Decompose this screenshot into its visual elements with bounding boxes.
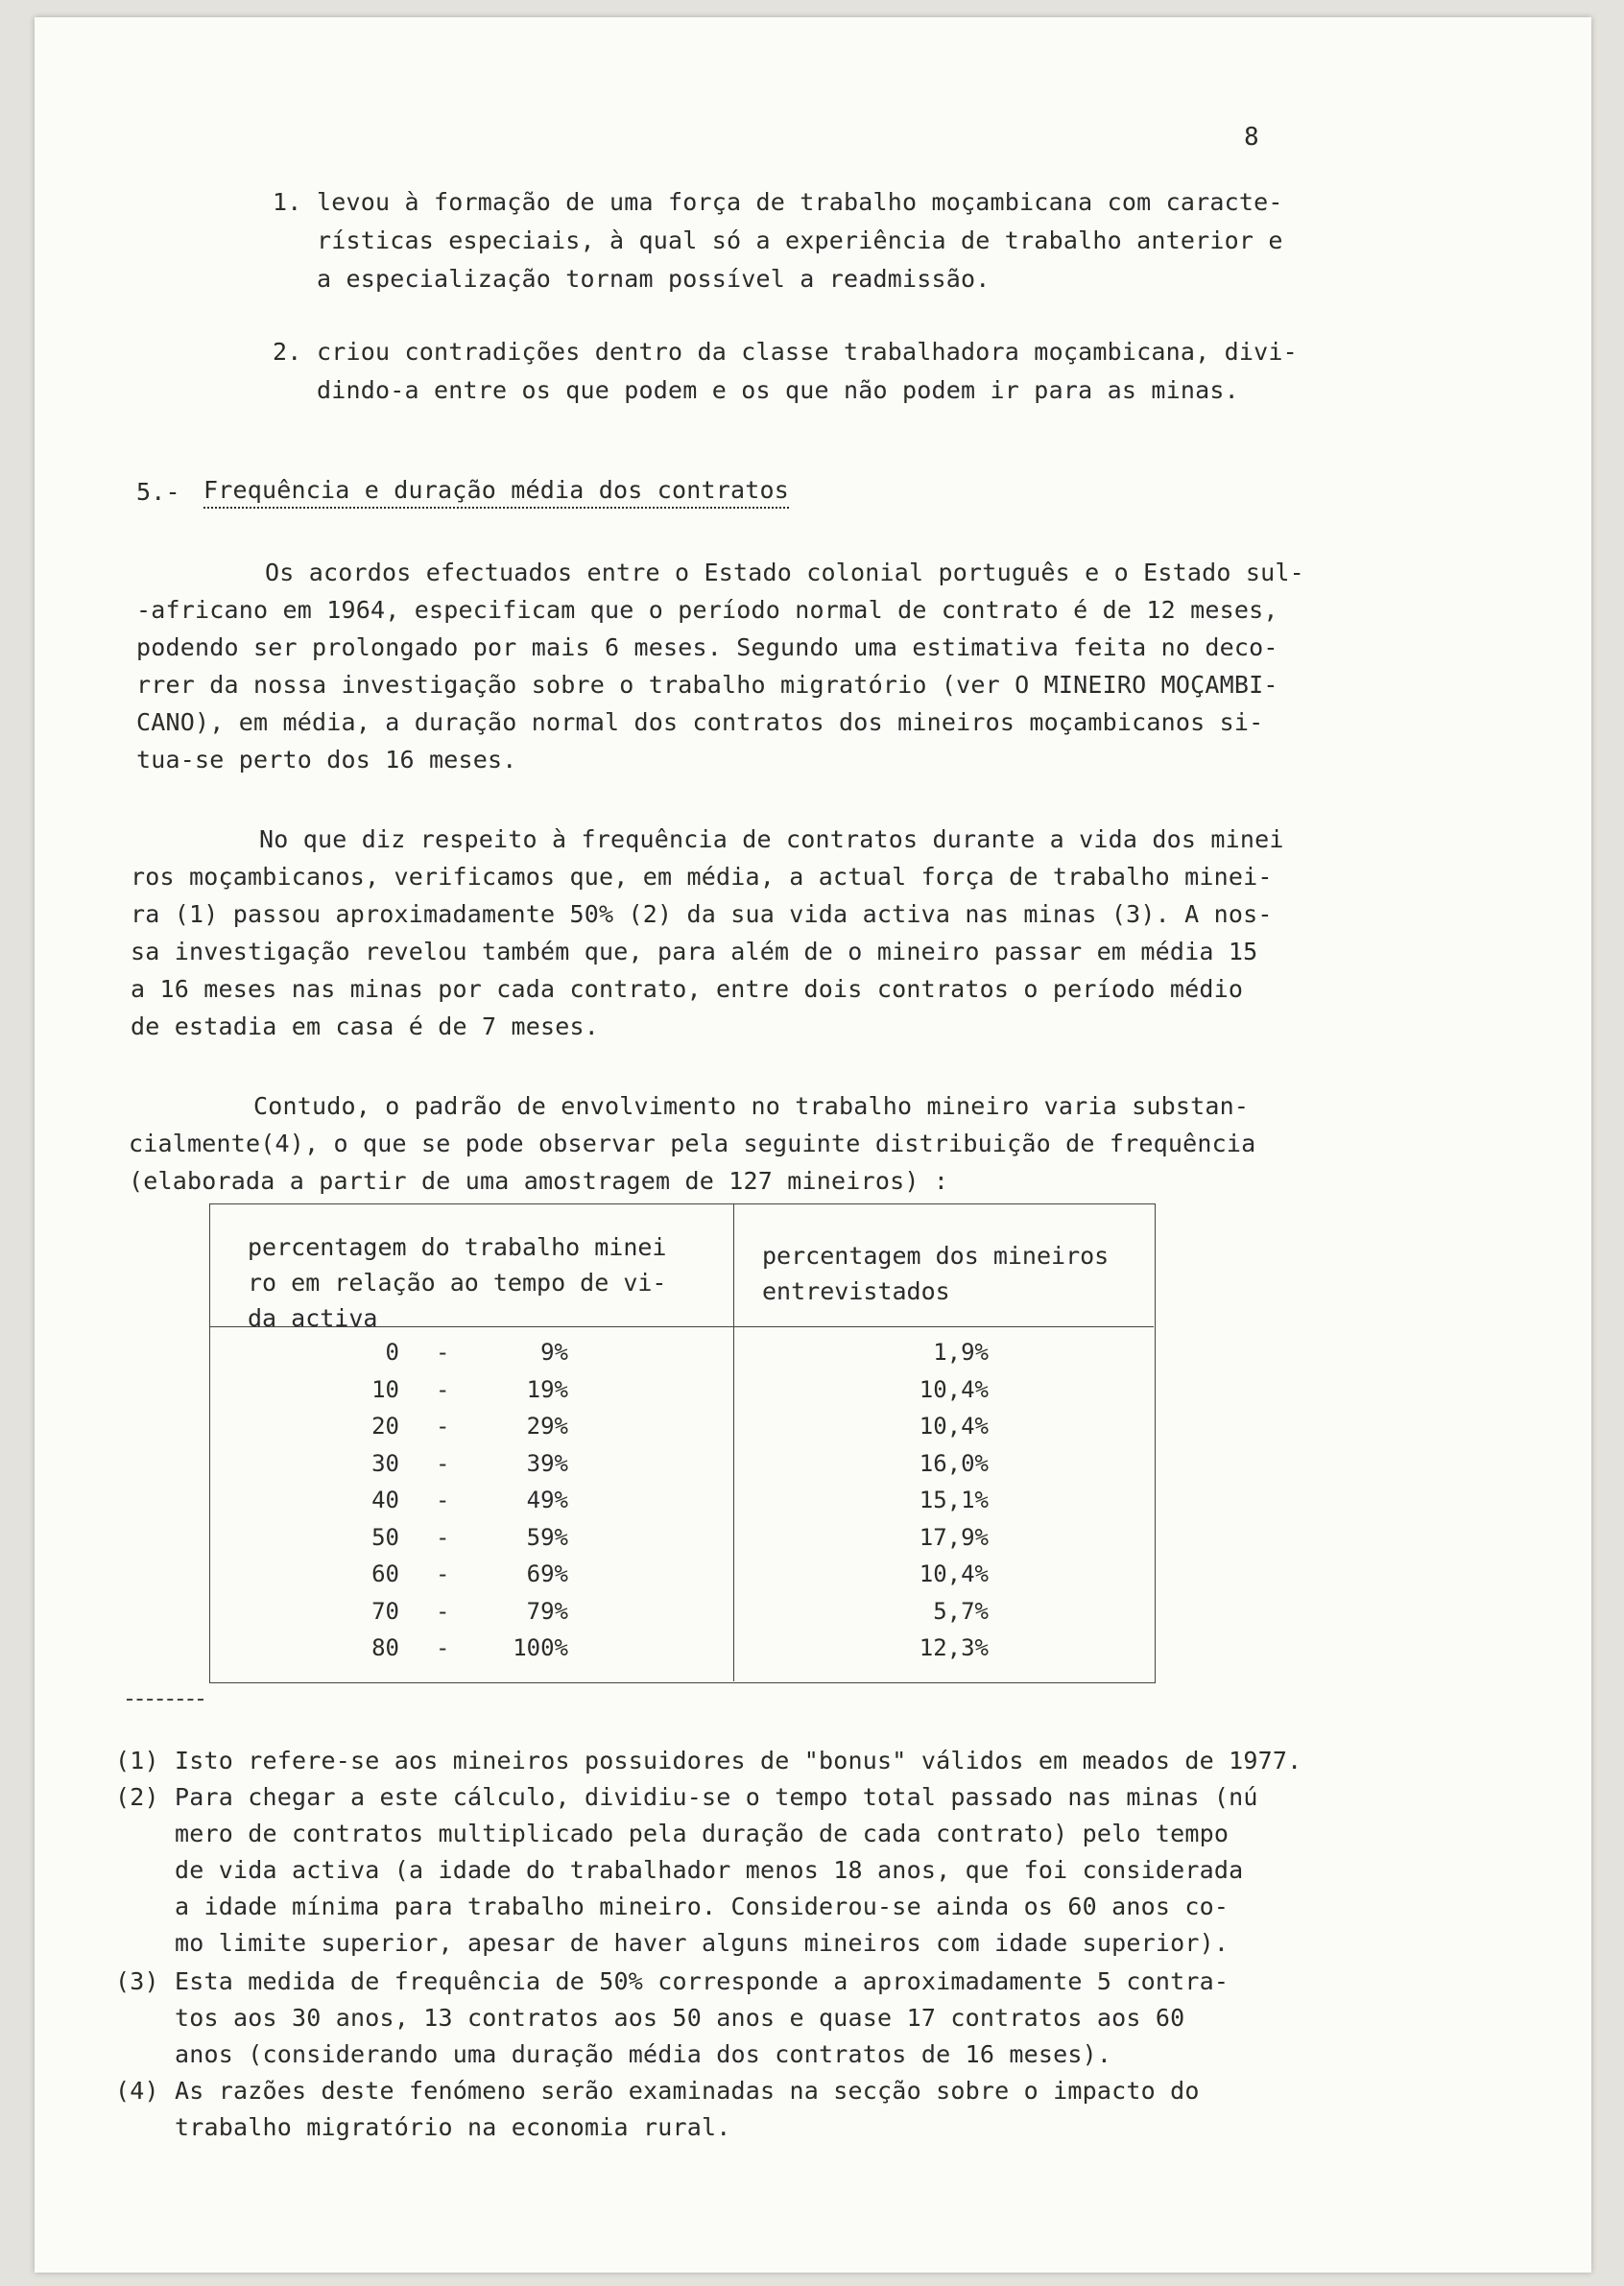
paragraph-2-line-1: No que diz respeito à frequência de contratos durante a vida dos minei: [259, 825, 1284, 853]
row-range-separator: -: [436, 1560, 450, 1587]
table-header-left-line-1: percentagem do trabalho minei: [248, 1233, 667, 1261]
row-range-from: 40: [371, 1487, 399, 1513]
row-range-from: 80: [371, 1634, 399, 1661]
row-range-to: 59%: [526, 1523, 568, 1551]
table-header-left-line-2: ro em relação ao tempo de vi-: [248, 1269, 667, 1297]
paragraph-1-line-5: CANO), em média, a duração normal dos contratos dos mineiros moçambicanos si-: [136, 708, 1264, 736]
row-range-separator: -: [436, 1597, 450, 1625]
table-column-divider: [733, 1203, 734, 1681]
paragraph-2-line-3: ra (1) passou aproximadamente 50% (2) da sua vida activa nas minas (3). A nos-: [131, 900, 1273, 928]
item-2-line-1: criou contradições dentro da classe trabalhadora moçambicana, divi-: [317, 338, 1298, 366]
footnote-line: Isto refere-se aos mineiros possuidores de "bonus" válidos em meados de 1977.: [175, 1747, 1302, 1774]
footnote-line: Esta medida de frequência de 50% corresponde a aproximadamente 5 contra-: [175, 1967, 1230, 1995]
row-range-to: 69%: [526, 1560, 568, 1587]
row-percentage: 10,4%: [919, 1560, 989, 1587]
paragraph-3-line-1: Contudo, o padrão de envolvimento no trabalho mineiro varia substan-: [253, 1092, 1250, 1120]
item-1-line-3: a especialização tornam possível a readmissão.: [317, 265, 991, 293]
row-range-separator: -: [436, 1487, 450, 1513]
paragraph-2-line-2: ros moçambicanos, verificamos que, em média, a actual força de trabalho minei-: [131, 863, 1273, 891]
paragraph-1-line-6: tua-se perto dos 16 meses.: [136, 746, 517, 774]
row-range-from: 30: [371, 1449, 399, 1477]
row-percentage: 10,4%: [919, 1375, 989, 1403]
row-percentage: 5,7%: [933, 1597, 989, 1625]
row-range-separator: -: [436, 1634, 450, 1661]
table-header-left-line-3: da activa: [248, 1304, 378, 1332]
paragraph-1-line-4: rrer da nossa investigação sobre o trabalho migratório (ver O MINEIRO MOÇAMBI-: [136, 671, 1278, 699]
footnote-marker: (4): [115, 2077, 159, 2105]
row-range-from: 60: [371, 1560, 399, 1587]
footnote-line: tos aos 30 anos, 13 contratos aos 50 anos e quase 17 contratos aos 60: [175, 2004, 1185, 2032]
row-range-from: 0: [385, 1339, 399, 1366]
row-range-to: 29%: [526, 1413, 568, 1440]
item-1-line-1: levou à formação de uma força de trabalho moçambicana com caracte-: [317, 188, 1283, 216]
row-range-separator: -: [436, 1375, 450, 1403]
row-percentage: 16,0%: [919, 1449, 989, 1477]
row-percentage: 10,4%: [919, 1413, 989, 1440]
footnote-marker: (2): [115, 1783, 159, 1811]
row-percentage: 1,9%: [933, 1339, 989, 1366]
section-title: Frequência e duração média dos contratos: [203, 474, 789, 509]
paragraph-3-line-3: (elaborada a partir de uma amostragem de 127 mineiros) :: [129, 1167, 949, 1195]
paragraph-1-line-1: Os acordos efectuados entre o Estado colonial português e o Estado sul-: [265, 559, 1304, 586]
footnote-line: a idade mínima para trabalho mineiro. Considerou-se ainda os 60 anos co-: [175, 1893, 1230, 1920]
row-range-to: 39%: [526, 1449, 568, 1477]
row-percentage: 15,1%: [919, 1487, 989, 1513]
paragraph-2-line-6: de estadia em casa é de 7 meses.: [131, 1012, 600, 1040]
footnote-line: trabalho migratório na economia rural.: [175, 2113, 731, 2141]
section-number: 5.-: [136, 478, 180, 506]
paragraph-2-line-5: a 16 meses nas minas por cada contrato, entre dois contratos o período médio: [131, 975, 1244, 1003]
footnote-separator: [127, 1699, 203, 1701]
footnote-marker: (1): [115, 1747, 159, 1774]
footnote-line: As razões deste fenómeno serão examinadas na secção sobre o impacto do: [175, 2077, 1200, 2105]
row-range-separator: -: [436, 1449, 450, 1477]
row-range-from: 70: [371, 1597, 399, 1625]
paragraph-1-line-3: podendo ser prolongado por mais 6 meses. Segundo uma estimativa feita no deco-: [136, 633, 1278, 661]
footnote-line: Para chegar a este cálculo, dividiu-se o tempo total passado nas minas (nú: [175, 1783, 1258, 1811]
item-1-marker: 1.: [273, 188, 302, 216]
row-range-from: 10: [371, 1375, 399, 1403]
row-percentage: 12,3%: [919, 1634, 989, 1661]
footnote-line: mo limite superior, apesar de haver alguns mineiros com idade superior).: [175, 1929, 1230, 1957]
row-range-to: 49%: [526, 1487, 568, 1513]
row-range-to: 79%: [526, 1597, 568, 1625]
row-range-separator: -: [436, 1413, 450, 1440]
row-range-from: 20: [371, 1413, 399, 1440]
row-range-to: 100%: [513, 1634, 568, 1661]
item-2-marker: 2.: [273, 338, 302, 366]
row-range-to: 9%: [540, 1339, 568, 1366]
row-range-to: 19%: [526, 1375, 568, 1403]
table-header-right-line-1: percentagem dos mineiros: [762, 1242, 1110, 1270]
item-1-line-2: rísticas especiais, à qual só a experiência de trabalho anterior e: [317, 226, 1283, 254]
footnote-line: mero de contratos multiplicado pela duração de cada contrato) pelo tempo: [175, 1820, 1230, 1847]
row-range-separator: -: [436, 1339, 450, 1366]
paragraph-3-line-2: cialmente(4), o que se pode observar pela seguinte distribuição de frequência: [129, 1130, 1256, 1157]
paragraph-1-line-2: -africano em 1964, especificam que o período normal de contrato é de 12 meses,: [136, 596, 1278, 624]
item-2-line-2: dindo-a entre os que podem e os que não podem ir para as minas.: [317, 376, 1239, 404]
row-percentage: 17,9%: [919, 1523, 989, 1551]
table-header-right-line-2: entrevistados: [762, 1277, 950, 1305]
row-range-separator: -: [436, 1523, 450, 1551]
footnote-line: anos (considerando uma duração média dos contratos de 16 meses).: [175, 2040, 1112, 2068]
footnote-line: de vida activa (a idade do trabalhador menos 18 anos, que foi considerada: [175, 1856, 1244, 1884]
row-range-from: 50: [371, 1523, 399, 1551]
page-number: 8: [1244, 123, 1259, 152]
footnote-marker: (3): [115, 1967, 159, 1995]
paragraph-2-line-4: sa investigação revelou também que, para além de o mineiro passar em média 15: [131, 938, 1258, 965]
